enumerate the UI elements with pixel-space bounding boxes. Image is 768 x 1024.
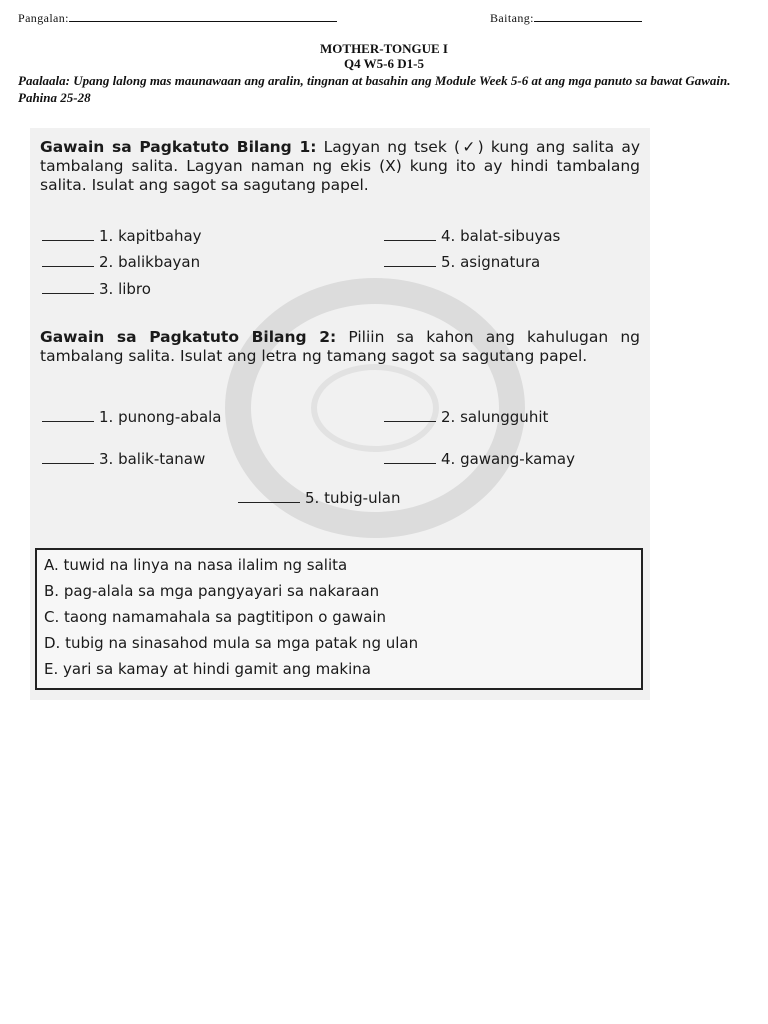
answer-blank[interactable] [42,451,94,464]
activity1-item: 3. libro [42,280,151,298]
choice-b: B. pag-alala sa mga pangyayari sa nakaraan [44,582,380,600]
choice-e: E. yari sa kamay at hindi gamit ang makina [44,660,371,678]
worksheet-image [30,128,650,700]
answer-blank[interactable] [42,281,94,294]
choice-c: C. taong namamahala sa pagtitipon o gawain [44,608,387,626]
grade-field [490,10,642,26]
answer-blank[interactable] [384,409,436,422]
activity1-item: 1. kapitbahay [42,227,202,245]
activity2-item: 1. punong-abala [42,408,222,426]
answer-blank[interactable] [42,409,94,422]
answer-blank[interactable] [384,451,436,464]
grade-blank[interactable] [534,10,642,22]
header-row [0,8,768,28]
activity1-heading: Gawain sa Pagkatuto Bilang 1: [40,138,317,156]
activity2-heading: Gawain sa Pagkatuto Bilang 2: [40,328,337,346]
answer-blank[interactable] [384,254,436,267]
activity1-instruction [40,138,640,195]
grade-label: Baitang: [490,11,534,25]
answer-blank[interactable] [42,228,94,241]
activity1-text: Lagyan ng tsek (✓) kung ang salita ay tambalang salita. Lagyan naman ng ekis (X) kung ito ay hindi tambalang salita. Isulat ang sagot sa sagutang papel. [40,138,640,194]
activity2-item: 3. balik-tanaw [42,450,205,468]
answer-blank[interactable] [384,228,436,241]
activity1-item: 4. balat-sibuyas [384,227,560,245]
choice-a: A. tuwid na linya na nasa ilalim ng salita [44,556,348,574]
name-label: Pangalan: [18,11,69,25]
choices-box [35,548,643,690]
activity2-item: 2. salungguhit [384,408,548,426]
activity1-item: 5. asignatura [384,253,540,271]
name-field [18,10,337,26]
reminder-note: Paalaala: Upang lalong mas maunawaan ang aralin, tingnan at basahin ang Module Week 5-6 at ang mga panuto sa bawat Gawain. Pahina 25-28 [18,73,731,105]
activity2-item: 4. gawang-kamay [384,450,575,468]
choice-d: D. tubig na sinasahod mula sa mga patak ng ulan [44,634,419,652]
document-subtitle: Q4 W5-6 D1-5 [344,56,424,71]
document-title: MOTHER-TONGUE I [320,41,448,56]
answer-blank[interactable] [42,254,94,267]
activity1-item: 2. balikbayan [42,253,200,271]
activity2-instruction [40,328,640,366]
name-blank[interactable] [69,10,337,22]
activity2-item: 5. tubig-ulan [238,489,400,507]
answer-blank[interactable] [238,490,300,503]
activity2-text: Piliin sa kahon ang kahulugan ng tambalang salita. Isulat ang letra ng tamang sagot sa sagutang papel. [40,328,640,365]
